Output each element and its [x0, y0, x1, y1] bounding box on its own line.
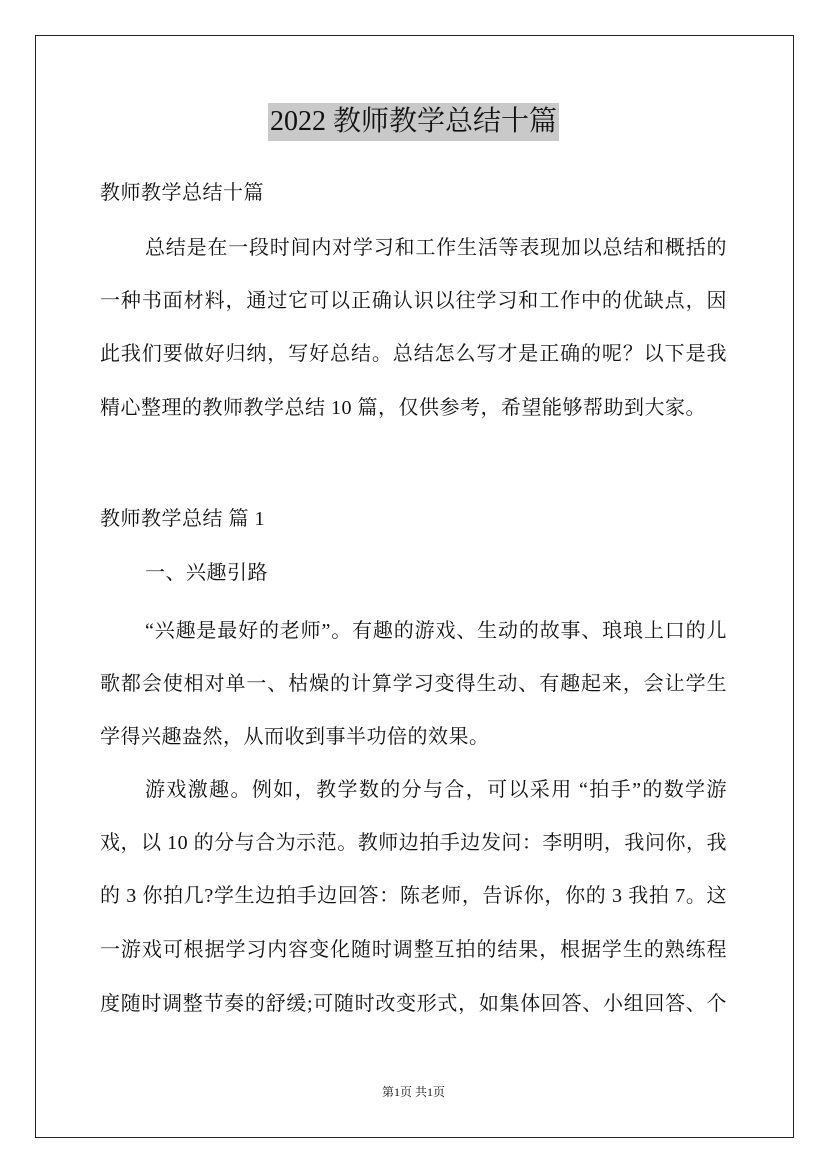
page-footer: 第1页 共1页 — [381, 1085, 445, 1099]
paragraph-line: 学得兴趣盎然，从而收到事半功倍的效果。 — [100, 726, 490, 748]
document-title: 2022 教师教学总结十篇 — [268, 103, 559, 141]
section-subheading: 一、兴趣引路 — [145, 562, 268, 584]
title-container — [0, 103, 827, 141]
paragraph-line: 一种书面材料，通过它可以正确认识以往学习和工作中的优缺点，因 — [100, 290, 727, 312]
paragraph-line: 一游戏可根据学习内容变化随时调整互拍的结果，根据学生的熟练程 — [100, 939, 727, 961]
paragraph-line: 游戏激趣。例如，教学数的分与合，可以采用 “拍手”的数学游 — [145, 779, 727, 801]
paragraph-line: 此我们要做好归纳，写好总结。总结怎么写才是正确的呢？以下是我 — [100, 343, 727, 365]
paragraph-line: 的 3 你拍几?学生边拍手边回答：陈老师，告诉你，你的 3 我拍 7。这 — [100, 885, 727, 907]
paragraph-line: 戏，以 10 的分与合为示范。教师边拍手边发问：李明明，我问你，我 — [100, 832, 727, 854]
section-heading: 教师教学总结 篇 1 — [100, 508, 265, 530]
paragraph-line: 总结是在一段时间内对学习和工作生活等表现加以总结和概括的 — [145, 237, 727, 259]
paragraph-line: 精心整理的教师教学总结 10 篇，仅供参考，希望能够帮助到大家。 — [100, 397, 706, 419]
paragraph-line: 歌都会使相对单一、枯燥的计算学习变得生动、有趣起来，会让学生 — [100, 673, 727, 695]
paragraph-line: 度随时调整节奏的舒缓;可随时改变形式，如集体回答、小组回答、个 — [100, 993, 727, 1015]
document-subtitle: 教师教学总结十篇 — [100, 182, 264, 204]
paragraph-line: “兴趣是最好的老师”。有趣的游戏、生动的故事、琅琅上口的儿 — [145, 620, 727, 642]
